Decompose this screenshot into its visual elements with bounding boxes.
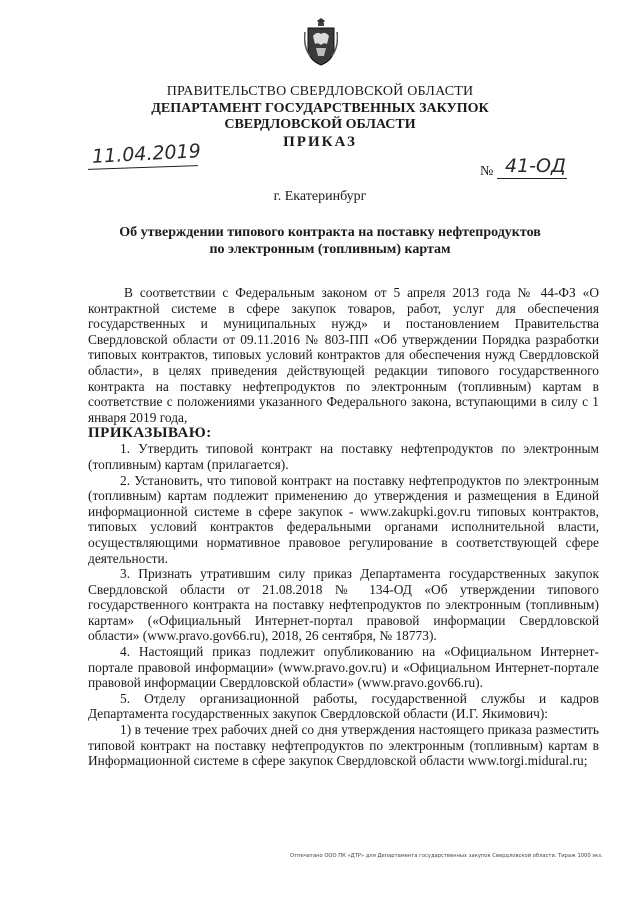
order-word: ПРИКАЗЫВАЮ: [88, 425, 212, 442]
document-title [100, 224, 560, 258]
handwritten-number: 41-ОД [505, 155, 566, 177]
title-line1: Об утверждении типового контракта на поставку нефтепродуктов [119, 225, 541, 240]
city: г. Екатеринбург [273, 189, 367, 204]
order-item-3: 3. Признать утратившим силу приказ Департамента государственных закупок Свердловской области от 21.08.2018 № 134-ОД «Об утверждении типового государственного контракта на поставку нефтепродуктов по электронным (топливным) картам» («Официальный Интернет-портал правовой информации Свердловской области» (www.pravo.gov66.ru), 2018, 26 сентября, № 18773). [88, 566, 599, 644]
document-type: ПРИКАЗ [283, 134, 357, 150]
print-footer: Отпечатано ООО ПК «ДТР» для Департамента государственных закупок Свердловской области. Тираж 1000 экз. [290, 853, 603, 859]
handwritten-date: 11.04.2019 [91, 140, 202, 168]
preamble-paragraph: В соответствии с Федеральным законом от 5 апреля 2013 года № 44-ФЗ «О контрактной системе в сфере закупок товаров, работ, услуг для обеспечения государственных и муниципальных нужд» и постановлением Правительства Свердловской области от 09.11.2016 № 803-ПП «Об утверждении Порядка разработки типовых контрактов, типовых условий контрактов для обеспечения нужд Свердловской области», в целях приведения действующей редакции типового государственного контракта на поставку нефтепродуктов по электронным (топливным) картам в соответствие с положениями указанного Федерального закона, вступающими в силу с 1 января 2019 года, [88, 285, 599, 425]
number-underline [497, 178, 567, 179]
government-name: ПРАВИТЕЛЬСТВО СВЕРДЛОВСКОЙ ОБЛАСТИ [166, 84, 474, 99]
number-label: № [480, 164, 494, 179]
order-item-2: 2. Установить, что типовой контракт на поставку нефтепродуктов по электронным (топливным) картам подлежит применению до утверждения и размещения в Единой информационной системе в сфере закупок - www.zakupki.gov.ru типовых контрактов, типовых условий контрактов федеральными органами исполнительной власти, осуществляющими нормативное правовое регулирование в соответствующей сфере деятельности. [88, 472, 599, 566]
order-item-4: 4. Настоящий приказ подлежит опубликованию на «Официальном Интернет-портале правовой информации» (www.pravo.gov.ru) и «Официальном Интернет-портале правовой информации Свердловской области» (www.pravo.gov66.ru). [88, 644, 599, 691]
order-subitem-1: 1) в течение трех рабочих дней со дня утверждения настоящего приказа разместить типовой контракт на поставку нефтепродуктов по электронным (топливным) картам в Информационной системе в сфере закупок Свердловской области www.torgi.midural.ru; [88, 722, 599, 769]
order-item-1: 1. Утвердить типовой контракт на поставку нефтепродуктов по электронным (топливным) картам (прилагается). [88, 441, 599, 472]
document-body [88, 285, 599, 769]
coat-of-arms-emblem [304, 18, 338, 66]
department-name-line1: ДЕПАРТАМЕНТ ГОСУДАРСТВЕННЫХ ЗАКУПОК [151, 101, 489, 116]
department-name-line2: СВЕРДЛОВСКОЙ ОБЛАСТИ [224, 117, 416, 132]
order-item-5: 5. Отделу организационной работы, государственной службы и кадров Департамента государственных закупок Свердловской области (И.Г. Якимович): [88, 690, 599, 722]
title-line2: по электронным (топливным) картам [209, 242, 451, 257]
